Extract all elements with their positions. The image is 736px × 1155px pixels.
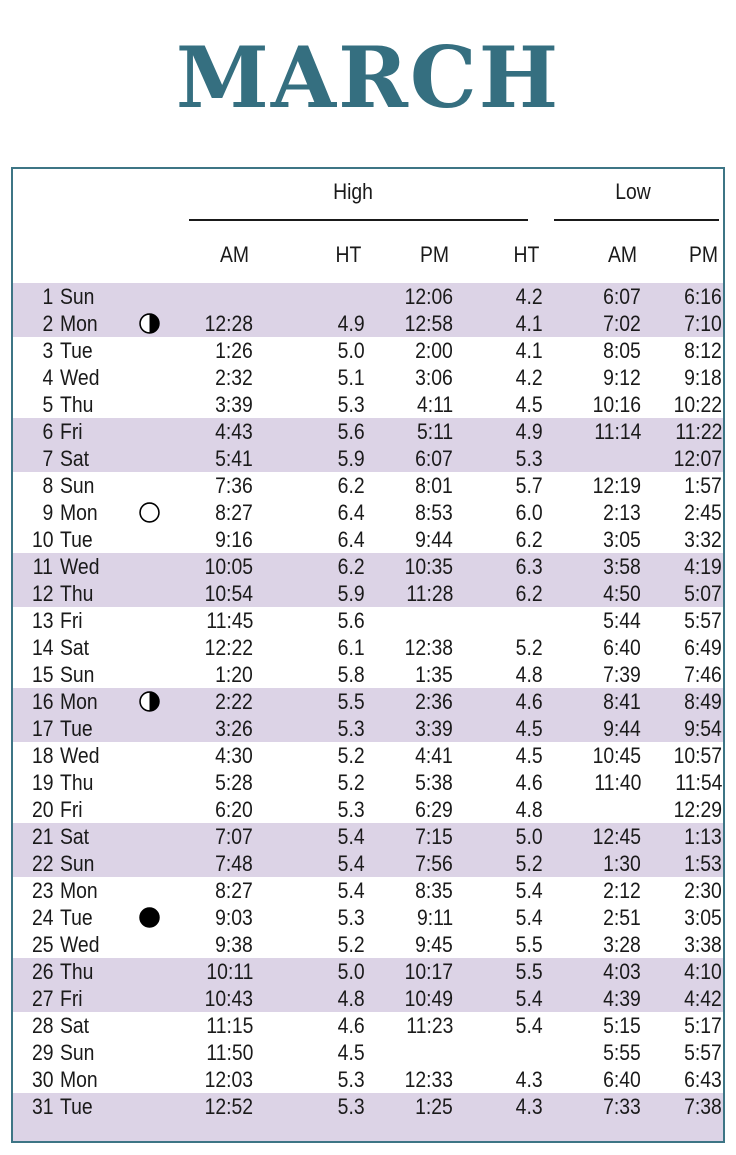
high-am-height: 5.3 bbox=[338, 1067, 365, 1092]
high-pm-height: 5.4 bbox=[516, 1013, 543, 1038]
weekday: Wed bbox=[60, 554, 100, 579]
day-number: 8 bbox=[42, 473, 53, 498]
high-am-time: 9:38 bbox=[215, 932, 253, 957]
day-number: 16 bbox=[31, 689, 53, 714]
high-pm-height: 5.4 bbox=[516, 986, 543, 1011]
low-am-time: 6:40 bbox=[603, 1067, 641, 1092]
high-am-height: 5.3 bbox=[338, 392, 365, 417]
weekday: Mon bbox=[60, 689, 98, 714]
table-row bbox=[13, 364, 725, 391]
high-pm-time: 8:01 bbox=[415, 473, 453, 498]
low-pm-time: 9:54 bbox=[684, 716, 722, 741]
low-am-time: 5:55 bbox=[603, 1040, 641, 1065]
high-pm-time: 9:11 bbox=[416, 905, 453, 930]
high-pm-height: 4.1 bbox=[516, 311, 543, 336]
weekday: Fri bbox=[60, 986, 83, 1011]
day-number: 28 bbox=[31, 1013, 53, 1038]
low-am-time: 9:44 bbox=[603, 716, 641, 741]
high-pm-height: 5.4 bbox=[516, 905, 543, 930]
high-pm-time: 9:44 bbox=[415, 527, 453, 552]
low-pm-time: 7:10 bbox=[684, 311, 722, 336]
low-pm-time: 5:07 bbox=[684, 581, 722, 606]
low-pm-time: 11:22 bbox=[674, 419, 722, 444]
table-row bbox=[13, 472, 725, 499]
high-am-time: 12:28 bbox=[204, 311, 253, 336]
high-am-time: 11:45 bbox=[205, 608, 253, 633]
table-row bbox=[13, 796, 725, 823]
table-row bbox=[13, 1012, 725, 1039]
page-title: MARCH bbox=[175, 28, 561, 127]
high-am-time: 12:03 bbox=[204, 1067, 253, 1092]
weekday: Tue bbox=[60, 338, 93, 363]
table-row bbox=[13, 823, 725, 850]
day-number: 3 bbox=[42, 338, 53, 363]
day-number: 2 bbox=[42, 311, 53, 336]
weekday: Tue bbox=[60, 527, 93, 552]
high-pm-time: 7:15 bbox=[415, 824, 453, 849]
low-pm-time: 8:12 bbox=[684, 338, 722, 363]
low-pm-time: 4:42 bbox=[684, 986, 722, 1011]
high-am-height: 5.3 bbox=[338, 797, 365, 822]
weekday: Thu bbox=[60, 392, 94, 417]
low-pm-time: 6:16 bbox=[684, 284, 722, 309]
low-am-time: 2:12 bbox=[603, 878, 641, 903]
high-pm-height: 4.3 bbox=[516, 1094, 543, 1119]
high-am-time: 9:16 bbox=[215, 527, 253, 552]
high-am-height: 5.5 bbox=[338, 689, 365, 714]
table-row bbox=[13, 310, 725, 337]
high-am-height: 4.9 bbox=[338, 311, 365, 336]
high-pm-height: 4.5 bbox=[516, 392, 543, 417]
low-am-time: 10:45 bbox=[592, 743, 641, 768]
high-pm-height: 4.3 bbox=[516, 1067, 543, 1092]
low-am-time: 4:50 bbox=[603, 581, 641, 606]
high-pm-height: 6.3 bbox=[516, 554, 543, 579]
day-number: 11 bbox=[32, 554, 53, 579]
high-pm-height: 5.3 bbox=[516, 446, 543, 471]
low-pm-time: 5:17 bbox=[684, 1013, 722, 1038]
weekday: Mon bbox=[60, 878, 98, 903]
table-row bbox=[13, 958, 725, 985]
table-row bbox=[13, 904, 725, 931]
low-am-time: 12:45 bbox=[592, 824, 641, 849]
high-am-height: 5.4 bbox=[338, 878, 365, 903]
high-pm-height: 5.5 bbox=[516, 959, 543, 984]
high-am-time: 7:07 bbox=[215, 824, 253, 849]
low-pm-time: 10:57 bbox=[673, 743, 722, 768]
low-am-time: 3:05 bbox=[603, 527, 641, 552]
high-pm-time: 2:00 bbox=[415, 338, 453, 363]
table-row bbox=[13, 580, 725, 607]
high-pm-time: 12:38 bbox=[404, 635, 453, 660]
low-am-time: 3:58 bbox=[603, 554, 641, 579]
high-am-time: 12:22 bbox=[204, 635, 253, 660]
low-am-time: 6:40 bbox=[603, 635, 641, 660]
high-am-time: 10:11 bbox=[205, 959, 253, 984]
high-pm-time: 2:36 bbox=[415, 689, 453, 714]
weekday: Mon bbox=[60, 1067, 98, 1092]
table-row bbox=[13, 931, 725, 958]
weekday: Wed bbox=[60, 932, 100, 957]
low-pm-time: 9:18 bbox=[684, 365, 722, 390]
high-pm-height: 4.9 bbox=[516, 419, 543, 444]
weekday: Wed bbox=[60, 365, 100, 390]
low-pm-time: 2:45 bbox=[684, 500, 722, 525]
low-pm-time: 3:05 bbox=[684, 905, 722, 930]
weekday: Fri bbox=[60, 608, 83, 633]
high-pm-height: 5.0 bbox=[516, 824, 543, 849]
weekday: Wed bbox=[60, 743, 100, 768]
low-pm-time: 7:46 bbox=[684, 662, 722, 687]
day-number: 12 bbox=[31, 581, 53, 606]
weekday: Sat bbox=[60, 1013, 90, 1038]
table-row bbox=[13, 499, 725, 526]
low-am-time: 8:41 bbox=[603, 689, 641, 714]
high-am-time: 7:36 bbox=[215, 473, 253, 498]
table-row bbox=[13, 283, 725, 310]
high-am-time: 4:43 bbox=[215, 419, 253, 444]
low-pm-time: 12:07 bbox=[673, 446, 722, 471]
table-row bbox=[13, 1039, 725, 1066]
day-number: 6 bbox=[42, 419, 53, 444]
high-am-height: 4.6 bbox=[338, 1013, 365, 1038]
high-am-height: 6.1 bbox=[338, 635, 365, 660]
day-number: 29 bbox=[31, 1040, 53, 1065]
high-pm-height: 4.8 bbox=[516, 797, 543, 822]
new-moon-icon bbox=[139, 907, 160, 928]
header-high-pm: PM bbox=[419, 242, 449, 267]
high-pm-height: 5.2 bbox=[516, 635, 543, 660]
low-group-rule bbox=[554, 219, 719, 221]
high-am-height: 4.5 bbox=[338, 1040, 365, 1065]
high-am-height: 5.4 bbox=[338, 851, 365, 876]
low-am-time: 2:51 bbox=[603, 905, 641, 930]
high-am-time: 11:50 bbox=[205, 1040, 253, 1065]
high-am-time: 10:43 bbox=[204, 986, 253, 1011]
high-pm-time: 8:53 bbox=[415, 500, 453, 525]
table-row bbox=[13, 850, 725, 877]
high-am-time: 5:41 bbox=[215, 446, 253, 471]
high-am-time: 6:20 bbox=[215, 797, 253, 822]
table-row bbox=[13, 391, 725, 418]
low-pm-time: 12:29 bbox=[673, 797, 722, 822]
low-pm-time: 1:53 bbox=[684, 851, 722, 876]
high-pm-time: 6:07 bbox=[415, 446, 453, 471]
high-am-height: 5.0 bbox=[338, 959, 365, 984]
low-am-time: 11:14 bbox=[593, 419, 641, 444]
high-pm-height: 4.2 bbox=[516, 284, 543, 309]
high-am-time: 1:20 bbox=[215, 662, 253, 687]
high-pm-time: 1:35 bbox=[415, 662, 453, 687]
day-number: 26 bbox=[31, 959, 53, 984]
high-pm-height: 6.2 bbox=[516, 581, 543, 606]
header-high-ht: HT bbox=[335, 242, 361, 267]
high-pm-height: 4.8 bbox=[516, 662, 543, 687]
table-body bbox=[13, 283, 725, 1143]
low-group-header: Low bbox=[615, 179, 651, 204]
high-am-time: 5:28 bbox=[215, 770, 253, 795]
high-am-height: 5.6 bbox=[338, 608, 365, 633]
table-row bbox=[13, 526, 725, 553]
table-row bbox=[13, 1066, 725, 1093]
low-pm-time: 2:30 bbox=[684, 878, 722, 903]
table-row bbox=[13, 607, 725, 634]
table-row bbox=[13, 553, 725, 580]
weekday: Mon bbox=[60, 311, 98, 336]
last-quarter-moon-icon bbox=[139, 313, 160, 334]
high-pm-time: 5:11 bbox=[416, 419, 453, 444]
high-pm-height: 5.2 bbox=[516, 851, 543, 876]
high-am-time: 4:30 bbox=[215, 743, 253, 768]
day-number: 18 bbox=[31, 743, 53, 768]
high-pm-time: 5:38 bbox=[415, 770, 453, 795]
high-pm-time: 3:06 bbox=[415, 365, 453, 390]
high-am-time: 10:05 bbox=[204, 554, 253, 579]
high-group-rule bbox=[189, 219, 528, 221]
high-am-time: 7:48 bbox=[215, 851, 253, 876]
table-row bbox=[13, 337, 725, 364]
day-number: 20 bbox=[31, 797, 53, 822]
weekday: Thu bbox=[60, 770, 94, 795]
high-am-time: 9:03 bbox=[215, 905, 253, 930]
high-pm-height: 4.5 bbox=[516, 716, 543, 741]
day-number: 22 bbox=[31, 851, 53, 876]
high-am-height: 5.2 bbox=[338, 770, 365, 795]
low-pm-time: 6:49 bbox=[684, 635, 722, 660]
high-pm-time: 6:29 bbox=[415, 797, 453, 822]
high-am-time: 10:54 bbox=[204, 581, 253, 606]
low-pm-time: 10:22 bbox=[673, 392, 722, 417]
low-am-time: 7:39 bbox=[603, 662, 641, 687]
high-pm-time: 8:35 bbox=[415, 878, 453, 903]
high-am-height: 5.3 bbox=[338, 716, 365, 741]
low-am-time: 10:16 bbox=[592, 392, 641, 417]
table-row bbox=[13, 715, 725, 742]
high-pm-height: 6.0 bbox=[516, 500, 543, 525]
high-am-height: 5.0 bbox=[338, 338, 365, 363]
table-row bbox=[13, 877, 725, 904]
high-pm-height: 4.1 bbox=[516, 338, 543, 363]
day-number: 21 bbox=[31, 824, 53, 849]
weekday: Sun bbox=[60, 473, 95, 498]
low-pm-time: 4:19 bbox=[684, 554, 722, 579]
header-high-ht2: HT bbox=[513, 242, 539, 267]
header-low-pm: PM bbox=[688, 242, 718, 267]
low-am-time: 11:40 bbox=[593, 770, 641, 795]
high-am-height: 5.2 bbox=[338, 743, 365, 768]
full-moon-icon bbox=[139, 502, 160, 523]
high-am-height: 5.3 bbox=[338, 1094, 365, 1119]
high-am-time: 1:26 bbox=[215, 338, 253, 363]
low-am-time: 4:03 bbox=[603, 959, 641, 984]
day-number: 5 bbox=[42, 392, 53, 417]
high-pm-height: 4.2 bbox=[516, 365, 543, 390]
high-group-header: High bbox=[333, 179, 373, 204]
weekday: Tue bbox=[60, 716, 93, 741]
weekday: Sat bbox=[60, 446, 90, 471]
high-pm-time: 10:17 bbox=[404, 959, 453, 984]
high-am-time: 11:15 bbox=[205, 1013, 253, 1038]
weekday: Thu bbox=[60, 959, 94, 984]
table-row bbox=[13, 985, 725, 1012]
high-am-time: 8:27 bbox=[215, 878, 253, 903]
high-pm-height: 5.4 bbox=[516, 878, 543, 903]
day-number: 7 bbox=[42, 446, 53, 471]
low-pm-time: 1:13 bbox=[684, 824, 722, 849]
weekday: Tue bbox=[60, 1094, 93, 1119]
day-number: 23 bbox=[31, 878, 53, 903]
high-pm-height: 5.5 bbox=[516, 932, 543, 957]
low-pm-time: 7:38 bbox=[684, 1094, 722, 1119]
table-row bbox=[13, 634, 725, 661]
high-am-height: 5.8 bbox=[338, 662, 365, 687]
low-pm-time: 3:38 bbox=[684, 932, 722, 957]
low-pm-time: 5:57 bbox=[684, 1040, 722, 1065]
high-pm-height: 4.6 bbox=[516, 770, 543, 795]
high-am-time: 2:32 bbox=[215, 365, 253, 390]
high-am-time: 2:22 bbox=[215, 689, 253, 714]
high-pm-time: 1:25 bbox=[415, 1094, 453, 1119]
weekday: Sun bbox=[60, 662, 95, 687]
low-am-time: 1:30 bbox=[603, 851, 641, 876]
high-pm-time: 7:56 bbox=[415, 851, 453, 876]
high-am-height: 6.4 bbox=[338, 527, 365, 552]
day-number: 1 bbox=[42, 284, 53, 309]
day-number: 4 bbox=[42, 365, 53, 390]
high-am-time: 12:52 bbox=[204, 1094, 253, 1119]
high-pm-height: 4.5 bbox=[516, 743, 543, 768]
weekday: Mon bbox=[60, 500, 98, 525]
low-pm-time: 6:43 bbox=[684, 1067, 722, 1092]
high-pm-time: 11:28 bbox=[405, 581, 453, 606]
day-number: 30 bbox=[31, 1067, 53, 1092]
low-pm-time: 8:49 bbox=[684, 689, 722, 714]
weekday: Fri bbox=[60, 419, 83, 444]
weekday: Tue bbox=[60, 905, 93, 930]
low-am-time: 3:28 bbox=[603, 932, 641, 957]
weekday: Sat bbox=[60, 635, 90, 660]
low-am-time: 7:33 bbox=[603, 1094, 641, 1119]
weekday: Thu bbox=[60, 581, 94, 606]
high-pm-height: 6.2 bbox=[516, 527, 543, 552]
high-am-height: 4.8 bbox=[338, 986, 365, 1011]
high-pm-time: 4:11 bbox=[416, 392, 453, 417]
high-pm-time: 10:49 bbox=[404, 986, 453, 1011]
table-footer-band bbox=[13, 1120, 725, 1143]
high-am-height: 5.9 bbox=[338, 446, 365, 471]
high-am-height: 5.1 bbox=[338, 365, 365, 390]
low-am-time: 7:02 bbox=[603, 311, 641, 336]
first-quarter-moon-icon bbox=[139, 691, 160, 712]
table-row bbox=[13, 661, 725, 688]
tide-table bbox=[11, 167, 725, 1143]
low-am-time: 5:44 bbox=[603, 608, 641, 633]
high-am-height: 6.4 bbox=[338, 500, 365, 525]
day-number: 17 bbox=[31, 716, 53, 741]
high-am-height: 6.2 bbox=[338, 473, 365, 498]
day-number: 9 bbox=[42, 500, 53, 525]
high-am-height: 5.6 bbox=[338, 419, 365, 444]
high-pm-time: 4:41 bbox=[415, 743, 453, 768]
high-am-time: 3:26 bbox=[215, 716, 253, 741]
weekday: Fri bbox=[60, 797, 83, 822]
high-am-time: 8:27 bbox=[215, 500, 253, 525]
header-low-am: AM bbox=[607, 242, 637, 267]
high-am-height: 6.2 bbox=[338, 554, 365, 579]
day-number: 25 bbox=[31, 932, 53, 957]
high-pm-time: 12:33 bbox=[404, 1067, 453, 1092]
high-pm-height: 4.6 bbox=[516, 689, 543, 714]
day-number: 10 bbox=[31, 527, 53, 552]
low-pm-time: 5:57 bbox=[684, 608, 722, 633]
day-number: 24 bbox=[31, 905, 53, 930]
high-am-height: 5.3 bbox=[338, 905, 365, 930]
weekday: Sun bbox=[60, 284, 95, 309]
high-pm-time: 12:58 bbox=[404, 311, 453, 336]
high-pm-time: 11:23 bbox=[405, 1013, 453, 1038]
day-number: 31 bbox=[31, 1094, 53, 1119]
low-pm-time: 3:32 bbox=[684, 527, 722, 552]
low-am-time: 4:39 bbox=[603, 986, 641, 1011]
table-row bbox=[13, 688, 725, 715]
high-pm-time: 3:39 bbox=[415, 716, 453, 741]
day-number: 15 bbox=[31, 662, 53, 687]
low-am-time: 6:07 bbox=[603, 284, 641, 309]
low-pm-time: 1:57 bbox=[684, 473, 722, 498]
high-pm-time: 10:35 bbox=[404, 554, 453, 579]
table-row bbox=[13, 418, 725, 445]
low-am-time: 9:12 bbox=[603, 365, 641, 390]
low-pm-time: 11:54 bbox=[674, 770, 722, 795]
high-pm-height: 5.7 bbox=[516, 473, 543, 498]
low-pm-time: 4:10 bbox=[684, 959, 722, 984]
table-row bbox=[13, 742, 725, 769]
weekday: Sat bbox=[60, 824, 90, 849]
table-row bbox=[13, 769, 725, 796]
table-row bbox=[13, 445, 725, 472]
header-high-am: AM bbox=[219, 242, 249, 267]
day-number: 14 bbox=[31, 635, 53, 660]
low-am-time: 8:05 bbox=[603, 338, 641, 363]
weekday: Sun bbox=[60, 851, 95, 876]
day-number: 13 bbox=[31, 608, 53, 633]
high-pm-time: 9:45 bbox=[415, 932, 453, 957]
high-am-time: 3:39 bbox=[215, 392, 253, 417]
day-number: 19 bbox=[31, 770, 53, 795]
low-am-time: 5:15 bbox=[603, 1013, 641, 1038]
weekday: Sun bbox=[60, 1040, 95, 1065]
high-pm-time: 12:06 bbox=[404, 284, 453, 309]
high-am-height: 5.4 bbox=[338, 824, 365, 849]
low-am-time: 12:19 bbox=[592, 473, 641, 498]
low-am-time: 2:13 bbox=[603, 500, 641, 525]
table-row bbox=[13, 1093, 725, 1120]
high-am-height: 5.2 bbox=[338, 932, 365, 957]
day-number: 27 bbox=[31, 986, 53, 1011]
high-am-height: 5.9 bbox=[338, 581, 365, 606]
